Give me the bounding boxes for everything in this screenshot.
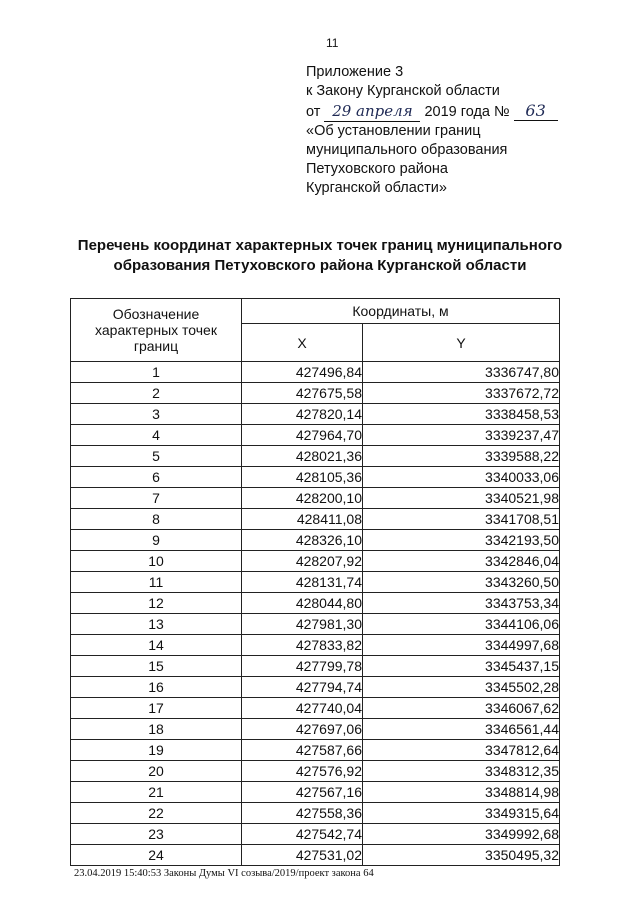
- x-coordinate-cell: 427833,82: [242, 635, 363, 656]
- x-coordinate-cell: 427587,66: [242, 740, 363, 761]
- x-coordinate-cell: 427567,16: [242, 782, 363, 803]
- table-row: [71, 488, 560, 509]
- document-title: [40, 236, 600, 276]
- title-line-2: образования Петуховского района Курганской области: [113, 257, 527, 274]
- appendix-line-2: к Закону Курганской области: [306, 83, 500, 99]
- header-coordinates: Координаты, м: [242, 299, 560, 324]
- point-number-cell: 5: [71, 446, 242, 467]
- table-row: [71, 845, 560, 866]
- table-row: [71, 803, 560, 824]
- table-row: [71, 530, 560, 551]
- y-coordinate-cell: 3339237,47: [363, 425, 560, 446]
- table-row: [71, 383, 560, 404]
- point-number-cell: 15: [71, 656, 242, 677]
- y-coordinate-cell: 3349315,64: [363, 803, 560, 824]
- point-number-cell: 14: [71, 635, 242, 656]
- y-coordinate-cell: 3339588,22: [363, 446, 560, 467]
- handwritten-law-number: 63: [514, 101, 558, 121]
- y-coordinate-cell: 3346561,44: [363, 719, 560, 740]
- x-coordinate-cell: 427794,74: [242, 677, 363, 698]
- table-row: [71, 467, 560, 488]
- appendix-line-4: «Об установлении границ: [306, 123, 481, 139]
- appendix-line-1: Приложение 3: [306, 64, 404, 80]
- x-coordinate-cell: 427740,04: [242, 698, 363, 719]
- x-coordinate-cell: 427964,70: [242, 425, 363, 446]
- point-number-cell: 10: [71, 551, 242, 572]
- x-coordinate-cell: 428021,36: [242, 446, 363, 467]
- y-coordinate-cell: 3338458,53: [363, 404, 560, 425]
- table-row: [71, 677, 560, 698]
- x-coordinate-cell: 427558,36: [242, 803, 363, 824]
- point-number-cell: 16: [71, 677, 242, 698]
- table-row: [71, 656, 560, 677]
- y-coordinate-cell: 3342193,50: [363, 530, 560, 551]
- x-coordinate-cell: 428200,10: [242, 488, 363, 509]
- y-coordinate-cell: 3337672,72: [363, 383, 560, 404]
- point-number-cell: 13: [71, 614, 242, 635]
- table-row: [71, 719, 560, 740]
- appendix-year-text: 2019 года №: [424, 104, 510, 120]
- point-number-cell: 8: [71, 509, 242, 530]
- x-coordinate-cell: 427697,06: [242, 719, 363, 740]
- y-coordinate-cell: 3340033,06: [363, 467, 560, 488]
- point-number-cell: 9: [71, 530, 242, 551]
- point-number-cell: 1: [71, 362, 242, 383]
- x-coordinate-cell: 427542,74: [242, 824, 363, 845]
- table-row: [71, 635, 560, 656]
- table-row: [71, 740, 560, 761]
- point-number-cell: 6: [71, 467, 242, 488]
- point-number-cell: 7: [71, 488, 242, 509]
- point-number-cell: 17: [71, 698, 242, 719]
- y-coordinate-cell: 3336747,80: [363, 362, 560, 383]
- y-coordinate-cell: 3348312,35: [363, 761, 560, 782]
- x-coordinate-cell: 428326,10: [242, 530, 363, 551]
- point-number-cell: 19: [71, 740, 242, 761]
- appendix-line-7: Курганской области»: [306, 180, 447, 196]
- x-coordinate-cell: 427496,84: [242, 362, 363, 383]
- header-y: Y: [363, 324, 560, 362]
- x-coordinate-cell: 427576,92: [242, 761, 363, 782]
- y-coordinate-cell: 3344106,06: [363, 614, 560, 635]
- y-coordinate-cell: 3348814,98: [363, 782, 560, 803]
- point-number-cell: 2: [71, 383, 242, 404]
- x-coordinate-cell: 427799,78: [242, 656, 363, 677]
- point-number-cell: 22: [71, 803, 242, 824]
- table-row: [71, 404, 560, 425]
- coordinates-table: [70, 298, 560, 866]
- appendix-line-3: [306, 101, 606, 122]
- header-points: Обозначение характерных точек границ: [71, 299, 242, 362]
- point-number-cell: 12: [71, 593, 242, 614]
- x-coordinate-cell: 428105,36: [242, 467, 363, 488]
- appendix-line-5: муниципального образования: [306, 142, 508, 158]
- point-number-cell: 23: [71, 824, 242, 845]
- handwritten-date: 29 апреля: [324, 102, 420, 122]
- table-row: [71, 425, 560, 446]
- point-number-cell: 11: [71, 572, 242, 593]
- y-coordinate-cell: 3343753,34: [363, 593, 560, 614]
- x-coordinate-cell: 427675,58: [242, 383, 363, 404]
- x-coordinate-cell: 428131,74: [242, 572, 363, 593]
- y-coordinate-cell: 3345437,15: [363, 656, 560, 677]
- x-coordinate-cell: 428207,92: [242, 551, 363, 572]
- appendix-line-6: Петуховского района: [306, 161, 448, 177]
- table-row: [71, 782, 560, 803]
- table-row: [71, 362, 560, 383]
- y-coordinate-cell: 3341708,51: [363, 509, 560, 530]
- point-number-cell: 21: [71, 782, 242, 803]
- header-x: X: [242, 324, 363, 362]
- x-coordinate-cell: 428044,80: [242, 593, 363, 614]
- table-row: [71, 446, 560, 467]
- y-coordinate-cell: 3350495,32: [363, 845, 560, 866]
- y-coordinate-cell: 3342846,04: [363, 551, 560, 572]
- y-coordinate-cell: 3345502,28: [363, 677, 560, 698]
- y-coordinate-cell: 3343260,50: [363, 572, 560, 593]
- x-coordinate-cell: 428411,08: [242, 509, 363, 530]
- table-row: [71, 551, 560, 572]
- table-row: [71, 824, 560, 845]
- x-coordinate-cell: 427531,02: [242, 845, 363, 866]
- point-number-cell: 4: [71, 425, 242, 446]
- point-number-cell: 18: [71, 719, 242, 740]
- footer-file-stamp: 23.04.2019 15:40:53 Законы Думы VI созыва/2019/проект закона 64: [74, 868, 374, 879]
- y-coordinate-cell: 3349992,68: [363, 824, 560, 845]
- appendix-prefix-from: от: [306, 104, 321, 120]
- table-row: [71, 593, 560, 614]
- point-number-cell: 24: [71, 845, 242, 866]
- x-coordinate-cell: 427981,30: [242, 614, 363, 635]
- y-coordinate-cell: 3340521,98: [363, 488, 560, 509]
- table-row: [71, 761, 560, 782]
- table-row: [71, 614, 560, 635]
- x-coordinate-cell: 427820,14: [242, 404, 363, 425]
- table-row: [71, 698, 560, 719]
- title-line-1: Перечень координат характерных точек границ муниципального: [77, 237, 563, 254]
- point-number-cell: 3: [71, 404, 242, 425]
- y-coordinate-cell: 3347812,64: [363, 740, 560, 761]
- table-row: [71, 572, 560, 593]
- y-coordinate-cell: 3346067,62: [363, 698, 560, 719]
- y-coordinate-cell: 3344997,68: [363, 635, 560, 656]
- table-row: [71, 509, 560, 530]
- page-number: 11: [326, 36, 339, 50]
- point-number-cell: 20: [71, 761, 242, 782]
- appendix-header: [306, 63, 606, 198]
